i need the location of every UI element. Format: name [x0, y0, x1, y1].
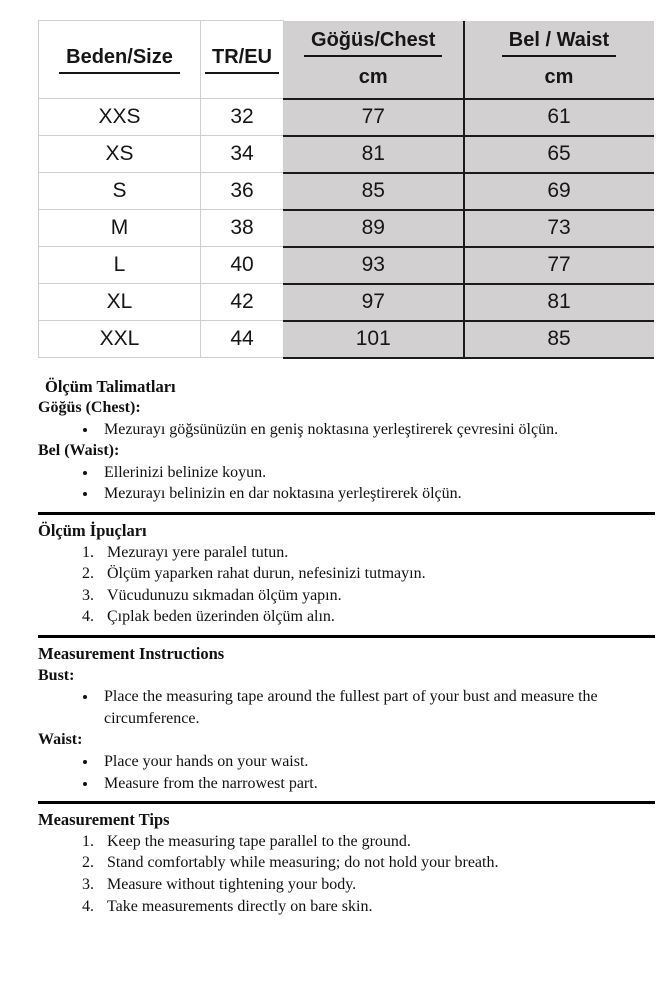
size-cell: XXS — [39, 99, 201, 136]
tr-eu-cell: 42 — [201, 284, 284, 321]
english-tips-section — [38, 809, 655, 917]
size-cell: XXL — [39, 321, 201, 358]
turkish-tips-list — [38, 542, 655, 628]
section-divider — [38, 801, 655, 804]
chest-sub-label: Göğüs (Chest): — [38, 399, 141, 417]
chest-cell: 89 — [284, 210, 464, 247]
bust-bullet-list — [38, 686, 655, 729]
section-title-olcum-talimatlari: Ölçüm Talimatları — [45, 376, 176, 396]
header-waist-label: Bel / Waist — [502, 29, 616, 57]
header-beden-size-label: Beden/Size — [59, 46, 180, 74]
section-title-olcum-ipuclari: Ölçüm İpuçları — [38, 521, 147, 541]
size-cell: L — [39, 247, 201, 284]
chest-cell: 77 — [284, 99, 464, 136]
list-item: • Place the measuring tape around the fullest part of your bust and measure the circumference. — [98, 686, 655, 729]
english-instructions-section — [38, 643, 655, 794]
list-item: 4. Take measurements directly on bare skin. — [98, 896, 655, 918]
table-row — [39, 284, 654, 321]
table-row — [39, 173, 654, 210]
chest-bullet-list — [38, 419, 655, 441]
header-chest-label: Göğüs/Chest — [304, 29, 442, 57]
list-item: • Mezurayı belinizin en dar noktasına yerleştirerek ölçün. — [98, 483, 655, 505]
header-tr-eu — [201, 21, 284, 99]
chest-cell: 101 — [284, 321, 464, 358]
table-header-row — [39, 21, 654, 99]
tr-eu-cell: 34 — [201, 136, 284, 173]
waist-cell: 73 — [464, 210, 654, 247]
waist-cell: 65 — [464, 136, 654, 173]
waist-unit-label: cm — [544, 66, 574, 88]
table-row — [39, 321, 654, 358]
waist-bullet-list — [38, 462, 655, 505]
waist-cell: 69 — [464, 173, 654, 210]
english-tips-list — [38, 831, 655, 917]
tr-eu-cell: 32 — [201, 99, 284, 136]
table-row — [39, 210, 654, 247]
header-beden-size — [39, 21, 201, 99]
list-item: • Place your hands on your waist. — [98, 751, 655, 773]
turkish-instructions-section — [38, 376, 655, 506]
bust-sub-label: Bust: — [38, 666, 75, 684]
tr-eu-cell: 40 — [201, 247, 284, 284]
list-item: 3. Measure without tightening your body. — [98, 874, 655, 896]
waist-cell: 85 — [464, 321, 654, 358]
waist-en-bullet-list — [38, 751, 655, 794]
size-cell: XL — [39, 284, 201, 321]
size-cell: S — [39, 173, 201, 210]
waist-sub-label: Bel (Waist): — [38, 442, 120, 460]
chest-unit-label: cm — [358, 66, 388, 88]
header-chest — [284, 21, 464, 99]
list-item: • Mezurayı göğsünüzün en geniş noktasına yerleştirerek çevresini ölçün. — [98, 419, 655, 441]
section-title-measurement-instructions: Measurement Instructions — [38, 644, 225, 664]
list-item: 1. Keep the measuring tape parallel to the ground. — [98, 831, 655, 853]
chest-cell: 93 — [284, 247, 464, 284]
waist-cell: 81 — [464, 284, 654, 321]
tr-eu-cell: 44 — [201, 321, 284, 358]
size-table-body — [39, 99, 654, 358]
table-row — [39, 99, 654, 136]
list-item: 3. Vücudunuzu sıkmadan ölçüm yapın. — [98, 585, 655, 607]
waist-en-sub-label: Waist: — [38, 731, 83, 749]
chest-cell: 97 — [284, 284, 464, 321]
instructions-area — [38, 359, 655, 918]
size-chart-table — [38, 20, 654, 359]
tr-eu-cell: 36 — [201, 173, 284, 210]
list-item: • Measure from the narrowest part. — [98, 773, 655, 795]
section-divider — [38, 512, 655, 515]
section-title-measurement-tips: Measurement Tips — [38, 810, 170, 830]
size-cell: M — [39, 210, 201, 247]
chest-cell: 85 — [284, 173, 464, 210]
list-item: • Ellerinizi belinize koyun. — [98, 462, 655, 484]
list-item: 2. Ölçüm yaparken rahat durun, nefesinizi tutmayın. — [98, 563, 655, 585]
tr-eu-cell: 38 — [201, 210, 284, 247]
header-tr-eu-label: TR/EU — [205, 46, 279, 74]
list-item: 2. Stand comfortably while measuring; do not hold your breath. — [98, 852, 655, 874]
table-row — [39, 247, 654, 284]
header-waist — [464, 21, 654, 99]
chest-cell: 81 — [284, 136, 464, 173]
list-item: 1. Mezurayı yere paralel tutun. — [98, 542, 655, 564]
list-item: 4. Çıplak beden üzerinden ölçüm alın. — [98, 606, 655, 628]
waist-cell: 61 — [464, 99, 654, 136]
turkish-tips-section — [38, 520, 655, 628]
table-row — [39, 136, 654, 173]
waist-cell: 77 — [464, 247, 654, 284]
size-cell: XS — [39, 136, 201, 173]
section-divider — [38, 635, 655, 638]
